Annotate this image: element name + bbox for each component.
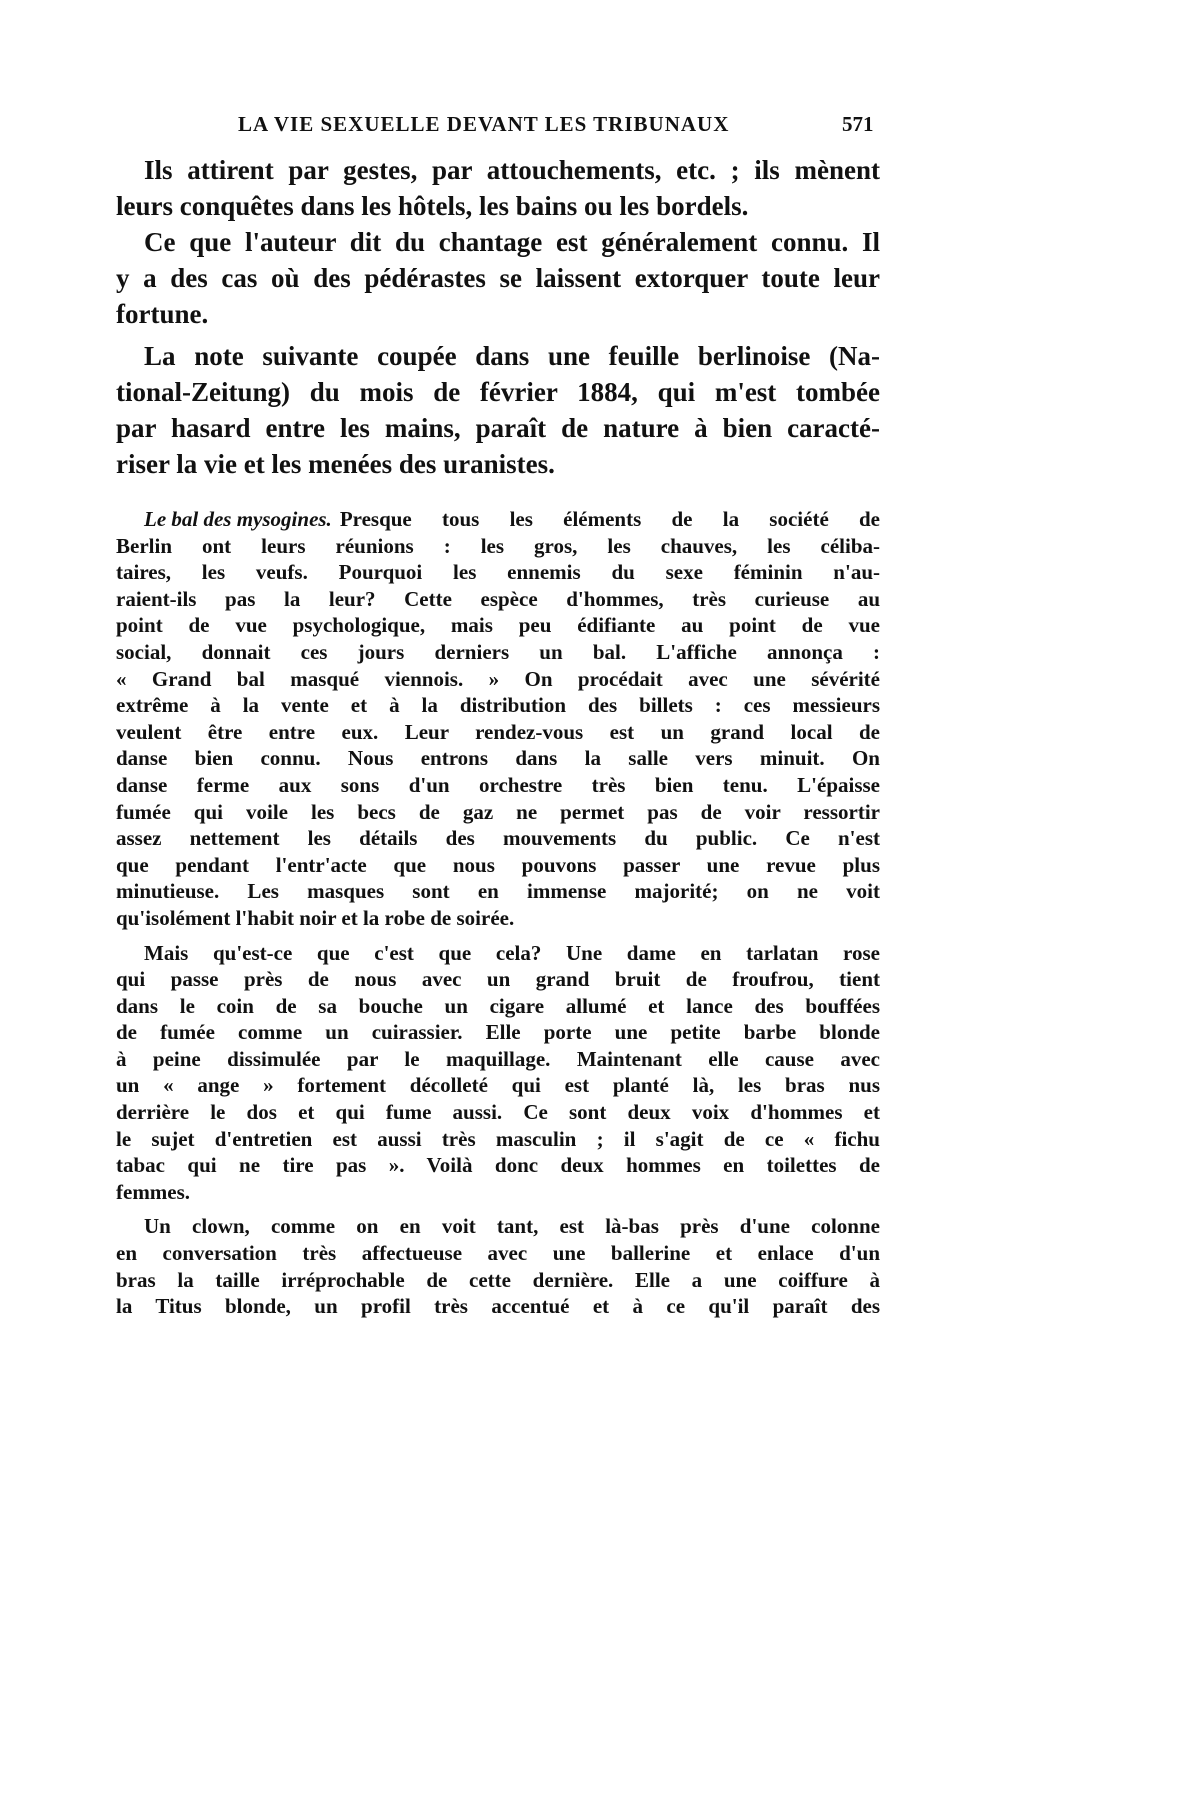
text-line: danse ferme aux sons d'un orchestre très bien tenu. L'épaisse: [116, 772, 880, 797]
text-line: femmes.: [116, 1179, 191, 1204]
text-line: à peine dissimulée par le maquillage. Maintenant elle cause avec: [116, 1046, 880, 1071]
text-line: leurs conquêtes dans les hôtels, les bains ou les bordels.: [116, 191, 749, 221]
text-line: « Grand bal masqué viennois. » On procédait avec une sévérité: [116, 666, 880, 691]
text-line: social, donnait ces jours derniers un bal. L'affiche annonça :: [116, 639, 880, 664]
text-line: La note suivante coupée dans une feuille berlinoise (Na-: [144, 341, 880, 371]
text-line: veulent être entre eux. Leur rendez-vous est un grand local de: [116, 719, 880, 744]
main-text: [116, 152, 880, 482]
text-line: Le bal des mysogines. Presque tous les éléments de la société de: [144, 507, 880, 531]
text-line: qui passe près de nous avec un grand bruit de froufrou, tient: [116, 967, 880, 992]
text-line: riser la vie et les menées des uranistes.: [116, 449, 555, 479]
paragraph: [116, 152, 880, 224]
text-line: y a des cas où des pédérastes se laissent extorquer toute leur: [116, 263, 880, 293]
text-line: que pendant l'entr'acte que nous pouvons passer une revue plus: [116, 852, 880, 877]
text-line: taires, les veufs. Pourquoi les ennemis du sexe féminin n'au-: [116, 560, 880, 585]
paragraph: [116, 338, 880, 482]
text-line: minutieuse. Les masques sont en immense majorité; on ne voit: [116, 879, 880, 904]
text-line: Ce que l'auteur dit du chantage est généralement connu. Il: [144, 227, 880, 257]
text-line: danse bien connu. Nous entrons dans la salle vers minuit. On: [116, 746, 880, 771]
text-line: Berlin ont leurs réunions : les gros, les chauves, les céliba-: [116, 533, 880, 558]
page-number: 571: [842, 112, 874, 136]
text-line: Mais qu'est-ce que c'est que cela? Une dame en tarlatan rose: [144, 940, 880, 965]
paragraph: [116, 940, 880, 1206]
text-line: tional-Zeitung) du mois de février 1884, qui m'est tombée: [116, 377, 880, 407]
paragraph: [116, 506, 880, 932]
running-head: LA VIE SEXUELLE DEVANT LES TRIBUNAUX: [238, 112, 730, 136]
text-line: bras la taille irréprochable de cette dernière. Elle a une coiffure à: [116, 1267, 880, 1292]
text-line: derrière le dos et qui fume aussi. Ce sont deux voix d'hommes et: [116, 1100, 880, 1125]
quoted-article: [116, 506, 880, 1320]
text-line: de fumée comme un cuirassier. Elle porte une petite barbe blonde: [116, 1020, 880, 1045]
text-line: fumée qui voile les becs de gaz ne permet pas de voir ressortir: [116, 799, 880, 824]
article-title: Le bal des mysogines.: [144, 507, 332, 531]
text-line: dans le coin de sa bouche un cigare allumé et lance des bouffées: [116, 993, 880, 1018]
text-line: tabac qui ne tire pas ». Voilà donc deux hommes en toilettes de: [116, 1153, 880, 1178]
text-line: fortune.: [116, 299, 209, 329]
text-line: un « ange » fortement décolleté qui est planté là, les bras nus: [116, 1073, 880, 1098]
text-line: extrême à la vente et à la distribution des billets : ces messieurs: [116, 693, 880, 718]
text-line: Ils attirent par gestes, par attouchements, etc. ; ils mènent: [144, 155, 880, 185]
text-line: le sujet d'entretien est aussi très masculin ; il s'agit de ce « fichu: [116, 1126, 880, 1151]
text-line: Un clown, comme on en voit tant, est là-bas près d'une colonne: [144, 1214, 880, 1239]
paragraph: [116, 224, 880, 332]
text-line: point de vue psychologique, mais peu édifiante au point de vue: [116, 613, 880, 638]
text-line: en conversation très affectueuse avec une ballerine et enlace d'un: [116, 1241, 880, 1266]
text-line: raient-ils pas la leur? Cette espèce d'hommes, très curieuse au: [116, 586, 880, 611]
text-line: assez nettement les détails des mouvements du public. Ce n'est: [116, 826, 880, 851]
text-line: la Titus blonde, un profil très accentué et à ce qu'il paraît des: [116, 1294, 880, 1319]
paragraph: [116, 1213, 880, 1319]
text-line: par hasard entre les mains, paraît de nature à bien caracté-: [116, 413, 880, 443]
text-line: qu'isolément l'habit noir et la robe de soirée.: [116, 905, 515, 930]
